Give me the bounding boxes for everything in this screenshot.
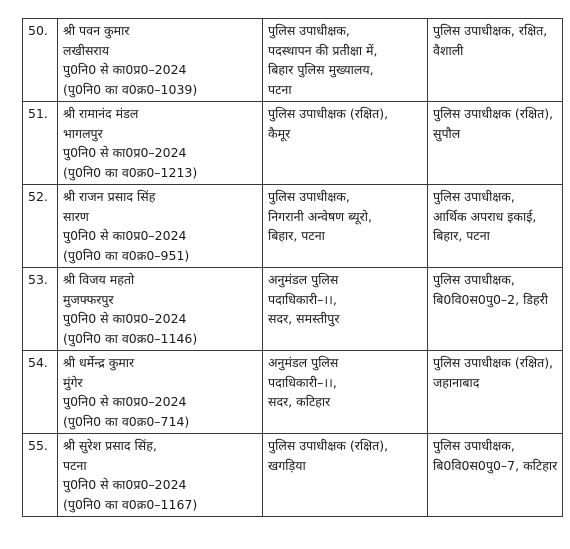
current-posting-cell [263, 102, 428, 185]
officer-line: श्री धर्मेन्द्र कुमार [63, 355, 135, 370]
officer-cell [58, 185, 263, 268]
officer-line: पटना [63, 457, 87, 473]
officer-cell [58, 268, 263, 351]
current-posting-line: पुलिस उपाधीक्षक, [268, 23, 350, 38]
current-posting-line: अनुमंडल पुलिस [268, 272, 339, 287]
current-posting-line: पटना [268, 81, 292, 97]
current-posting-line: बिहार पुलिस मुख्यालय, [268, 62, 374, 77]
new-posting-line: सुपौल [433, 125, 461, 141]
officer-line: श्री रामानंद मंडल [63, 106, 139, 121]
new-posting-line: पुलिस उपाधीक्षक (रक्षित), [433, 106, 554, 121]
new-posting-line: बिहार, पटना [433, 228, 490, 243]
current-posting-line: पुलिस उपाधीक्षक (रक्षित), [268, 106, 389, 121]
officer-cell [58, 351, 263, 434]
current-posting-cell [263, 351, 428, 434]
new-posting-line: पुलिस उपाधीक्षक, रक्षित, [433, 23, 548, 38]
officer-line: मुंगेर [63, 374, 83, 390]
current-posting-line: पुलिस उपाधीक्षक, [268, 189, 350, 204]
officer-line: (पु0नि0 का व0क्र0–1213) [63, 164, 198, 180]
officer-line: (पु0नि0 का व0क्र0–1146) [63, 330, 198, 346]
officer-line: (पु0नि0 का व0क्र0–1167) [63, 496, 198, 512]
officer-cell [58, 102, 263, 185]
new-posting-line: बि0वि0स0पु0–2, डिहरी [433, 291, 548, 307]
new-posting-cell [428, 185, 563, 268]
officer-line: (पु0नि0 का व0क्र0–714) [63, 413, 190, 429]
table-row [23, 102, 563, 185]
officer-line: पु0नि0 से का0प्र0–2024 [63, 228, 187, 243]
table-row [23, 19, 563, 102]
new-posting-line: पुलिस उपाधीक्षक, [433, 272, 515, 287]
new-posting-line: आर्थिक अपराध इकाई, [433, 208, 537, 224]
officer-cell [58, 19, 263, 102]
current-posting-line: निगरानी अन्वेषण ब्यूरो, [268, 208, 372, 224]
officer-line: पु0नि0 से का0प्र0–2024 [63, 477, 187, 492]
table-row [23, 185, 563, 268]
officer-line: पु0नि0 से का0प्र0–2024 [63, 394, 187, 409]
new-posting-cell [428, 102, 563, 185]
posting-table-body [23, 19, 563, 517]
current-posting-cell [263, 19, 428, 102]
serial-number-cell: 55. [23, 434, 58, 517]
new-posting-line: वैशाली [433, 42, 464, 58]
officer-line: श्री राजन प्रसाद सिंह [63, 189, 156, 204]
officer-line: (पु0नि0 का व0क्र0–1039) [63, 81, 198, 97]
table-row [23, 351, 563, 434]
new-posting-line: बि0वि0स0पु0–7, कटिहार [433, 457, 558, 473]
serial-number-cell: 50. [23, 19, 58, 102]
current-posting-line: पदाधिकारी–।।, [268, 374, 337, 390]
officer-line: सारण [63, 208, 89, 224]
officer-line: श्री विजय महतो [63, 272, 135, 287]
table-row [23, 268, 563, 351]
new-posting-line: जहानाबाद [433, 374, 480, 390]
serial-number-cell: 51. [23, 102, 58, 185]
serial-number-cell: 52. [23, 185, 58, 268]
officer-line: पु0नि0 से का0प्र0–2024 [63, 62, 187, 77]
table-row [23, 434, 563, 517]
current-posting-line: कैमूर [268, 125, 291, 141]
new-posting-line: पुलिस उपाधीक्षक, [433, 438, 515, 453]
current-posting-line: अनुमंडल पुलिस [268, 355, 339, 370]
current-posting-cell [263, 268, 428, 351]
officer-line: पु0नि0 से का0प्र0–2024 [63, 311, 187, 326]
new-posting-line: पुलिस उपाधीक्षक (रक्षित), [433, 355, 554, 370]
officer-cell [58, 434, 263, 517]
current-posting-line: पदस्थापन की प्रतीक्षा में, [268, 42, 378, 58]
current-posting-cell [263, 185, 428, 268]
officer-line: मुजफ्फरपुर [63, 291, 114, 307]
posting-table [22, 18, 563, 517]
current-posting-line: पुलिस उपाधीक्षक (रक्षित), [268, 438, 389, 453]
new-posting-cell [428, 19, 563, 102]
new-posting-line: पुलिस उपाधीक्षक, [433, 189, 515, 204]
officer-line: (पु0नि0 का व0क्र0–951) [63, 247, 190, 263]
current-posting-line: सदर, समस्तीपुर [268, 311, 340, 326]
current-posting-line: सदर, कटिहार [268, 394, 331, 409]
current-posting-line: बिहार, पटना [268, 228, 325, 243]
serial-number-cell: 54. [23, 351, 58, 434]
current-posting-cell [263, 434, 428, 517]
new-posting-cell [428, 434, 563, 517]
current-posting-line: खगड़िया [268, 457, 306, 473]
new-posting-cell [428, 351, 563, 434]
current-posting-line: पदाधिकारी–।।, [268, 291, 337, 307]
officer-line: लखीसराय [63, 42, 109, 58]
officer-line: श्री पवन कुमार [63, 23, 130, 38]
new-posting-cell [428, 268, 563, 351]
serial-number-cell: 53. [23, 268, 58, 351]
officer-line: भागलपुर [63, 125, 103, 141]
officer-line: श्री सुरेश प्रसाद सिंह, [63, 438, 157, 453]
officer-line: पु0नि0 से का0प्र0–2024 [63, 145, 187, 160]
